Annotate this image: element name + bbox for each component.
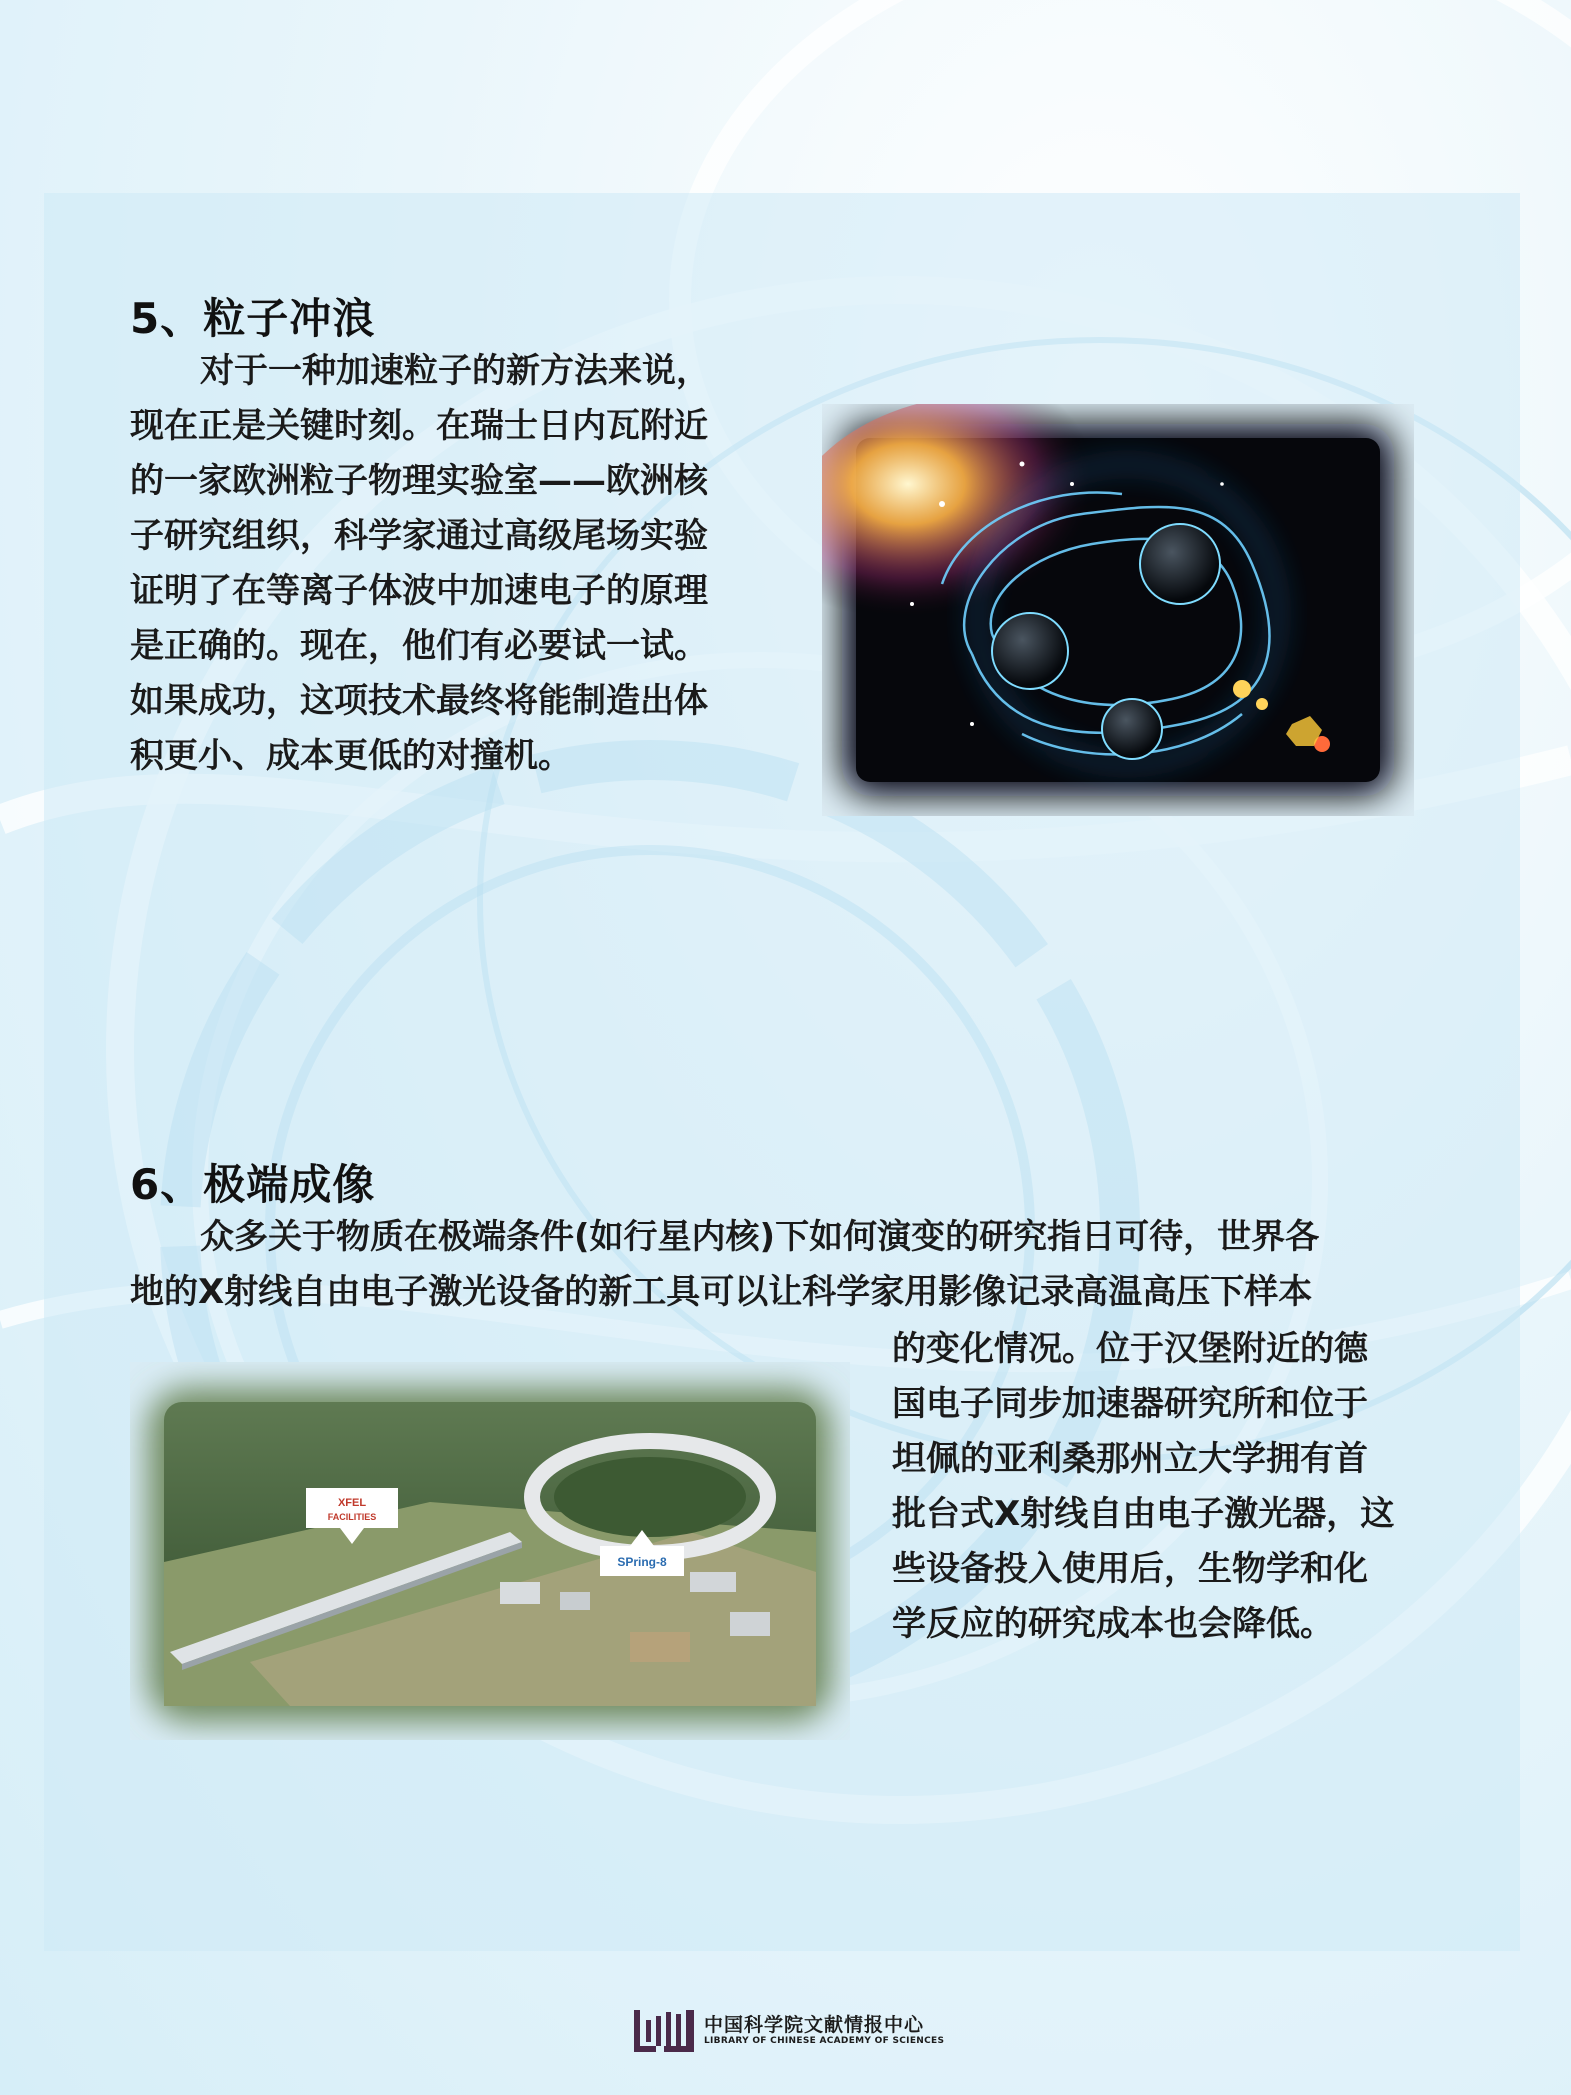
spring8-label: SPring-8 (617, 1555, 667, 1569)
section6-line: 的变化情况。位于汉堡附近的德 (892, 1329, 1368, 1369)
library-name-cn: 中国科学院文献情报中心 (704, 2014, 925, 2036)
section6-line: 批台式X射线自由电子激光器，这 (892, 1494, 1395, 1534)
section6-line: 些设备投入使用后，生物学和化 (892, 1549, 1368, 1589)
section6-line: 学反应的研究成本也会降低。 (892, 1604, 1334, 1644)
library-name-en: LIBRARY OF CHINESE ACADEMY OF SCIENCES (704, 2036, 945, 2046)
section6-intro-paragraph (130, 1210, 1450, 1320)
section5-line: 如果成功，这项技术最终将能制造出体 (130, 681, 708, 721)
section5-line: 积更小、成本更低的对撞机。 (130, 736, 572, 776)
section5-heading: 5、粒子冲浪 (130, 294, 376, 343)
library-logo (634, 2008, 944, 2054)
section5-line: 的一家欧洲粒子物理实验室——欧洲核 (130, 461, 708, 501)
section5-line: 是正确的。现在，他们有必要试一试。 (130, 626, 708, 666)
particle-plasma-image (822, 404, 1414, 816)
section6-line: 地的X射线自由电子激光设备的新工具可以让科学家用影像记录高温高压下样本 (130, 1272, 1313, 1312)
section5-line: 现在正是关键时刻。在瑞士日内瓦附近 (130, 406, 708, 446)
section5-line: 子研究组织，科学家通过高级尾场实验 (130, 516, 708, 556)
section5-paragraph (130, 344, 762, 784)
section5-line: 证明了在等离子体波中加速电子的原理 (130, 571, 708, 611)
xfel-label: XFEL (337, 1497, 367, 1509)
xfel-facility-aerial-image (130, 1362, 850, 1740)
section6-line: 国电子同步加速器研究所和位于 (892, 1384, 1368, 1424)
library-logo-mark-icon (634, 2008, 696, 2054)
section6-side-paragraph (892, 1322, 1452, 1652)
section6-line: 众多关于物质在极端条件(如行星内核)下如何演变的研究指日可待，世界各 (200, 1217, 1320, 1257)
section6-line: 坦佩的亚利桑那州立大学拥有首 (892, 1439, 1368, 1479)
section6-heading: 6、极端成像 (130, 1160, 376, 1209)
section5-line: 对于一种加速粒子的新方法来说， (200, 351, 710, 391)
xfel-label-sub: FACILITIES (327, 1512, 377, 1522)
